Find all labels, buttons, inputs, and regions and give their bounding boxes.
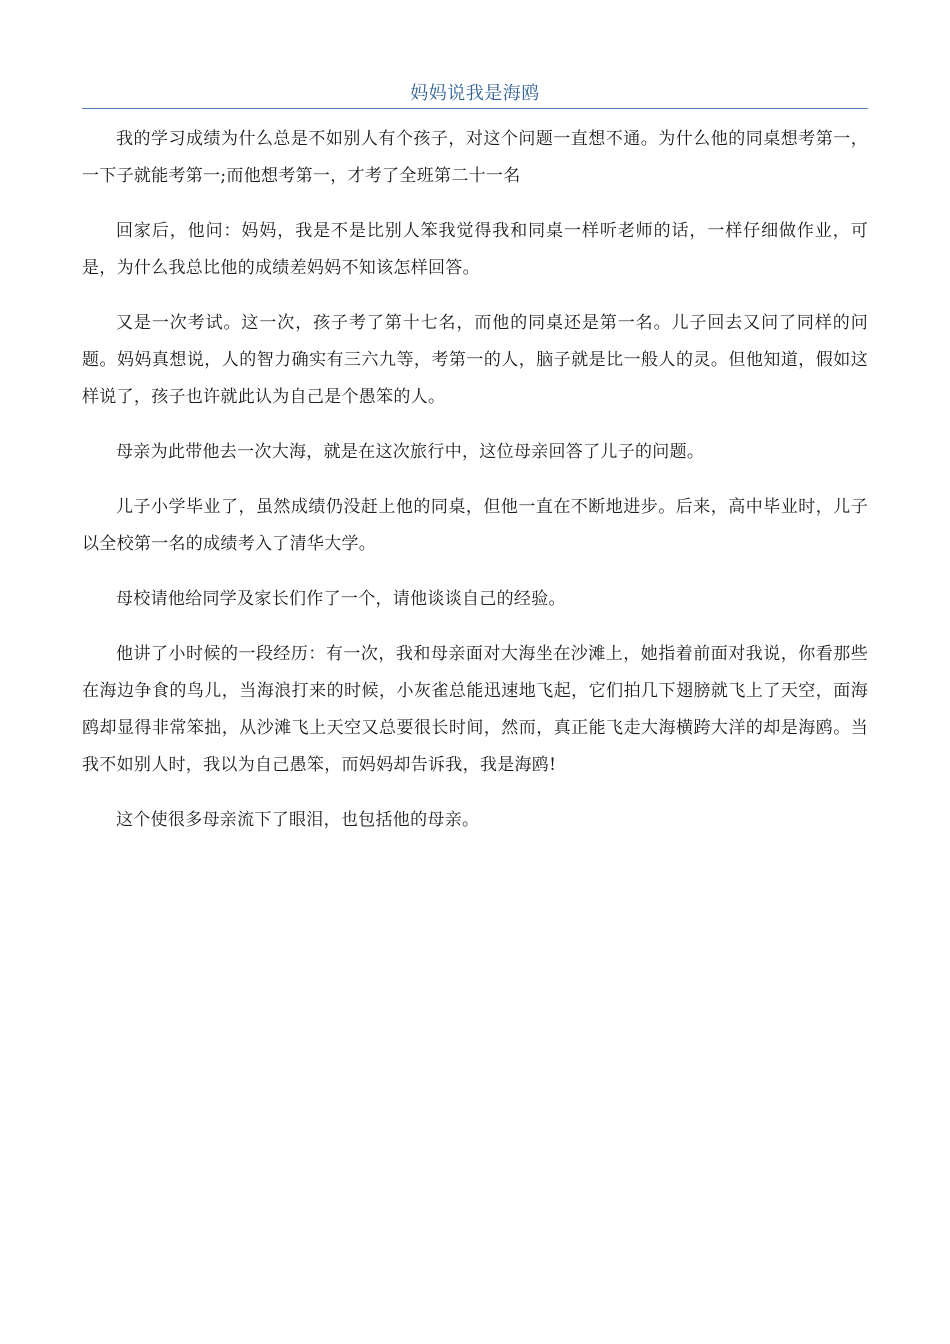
paragraph-5: 儿子小学毕业了，虽然成绩仍没赶上他的同桌，但他一直在不断地进步。后来，高中毕业时，儿子以全校第一名的成绩考入了清华大学。 [82,497,868,554]
paragraph-4: 母亲为此带他去一次大海，就是在这次旅行中，这位母亲回答了儿子的问题。 [116,442,705,462]
paragraph-7: 他讲了小时候的一段经历：有一次，我和母亲面对大海坐在沙滩上，她指着前面对我说，你看那些在海边争食的鸟儿，当海浪打来的时候，小灰雀总能迅速地飞起，它们拍几下翅膀就飞上了天空，面海鸥却显得非常笨拙，从沙滩飞上天空又总要很长时间，然而，真正能飞走大海横跨大洋的却是海鸥。当我不如别人时，我以为自己愚笨，而妈妈却告诉我，我是海鸥! [82,644,868,775]
title-underline [82,108,868,109]
paragraph-1: 我的学习成绩为什么总是不如别人有个孩子，对这个问题一直想不通。为什么他的同桌想考第一，一下子就能考第一;而他想考第一，才考了全班第二十一名 [82,129,868,186]
paragraph-3: 又是一次考试。这一次，孩子考了第十七名，而他的同桌还是第一名。儿子回去又问了同样的问题。妈妈真想说，人的智力确实有三六九等，考第一的人，脑子就是比一般人的灵。但他知道，假如这样说了，孩子也许就此认为自己是个愚笨的人。 [82,313,868,407]
paragraph-6: 母校请他给同学及家长们作了一个，请他谈谈自己的经验。 [116,589,566,609]
paragraph-2: 回家后，他问：妈妈，我是不是比别人笨我觉得我和同桌一样听老师的话，一样仔细做作业，可是，为什么我总比他的成绩差妈妈不知该怎样回答。 [82,221,868,278]
paragraph-8: 这个使很多母亲流下了眼泪，也包括他的母亲。 [116,810,480,830]
document-body [82,121,868,857]
page-title: 妈妈说我是海鸥 [410,83,540,104]
